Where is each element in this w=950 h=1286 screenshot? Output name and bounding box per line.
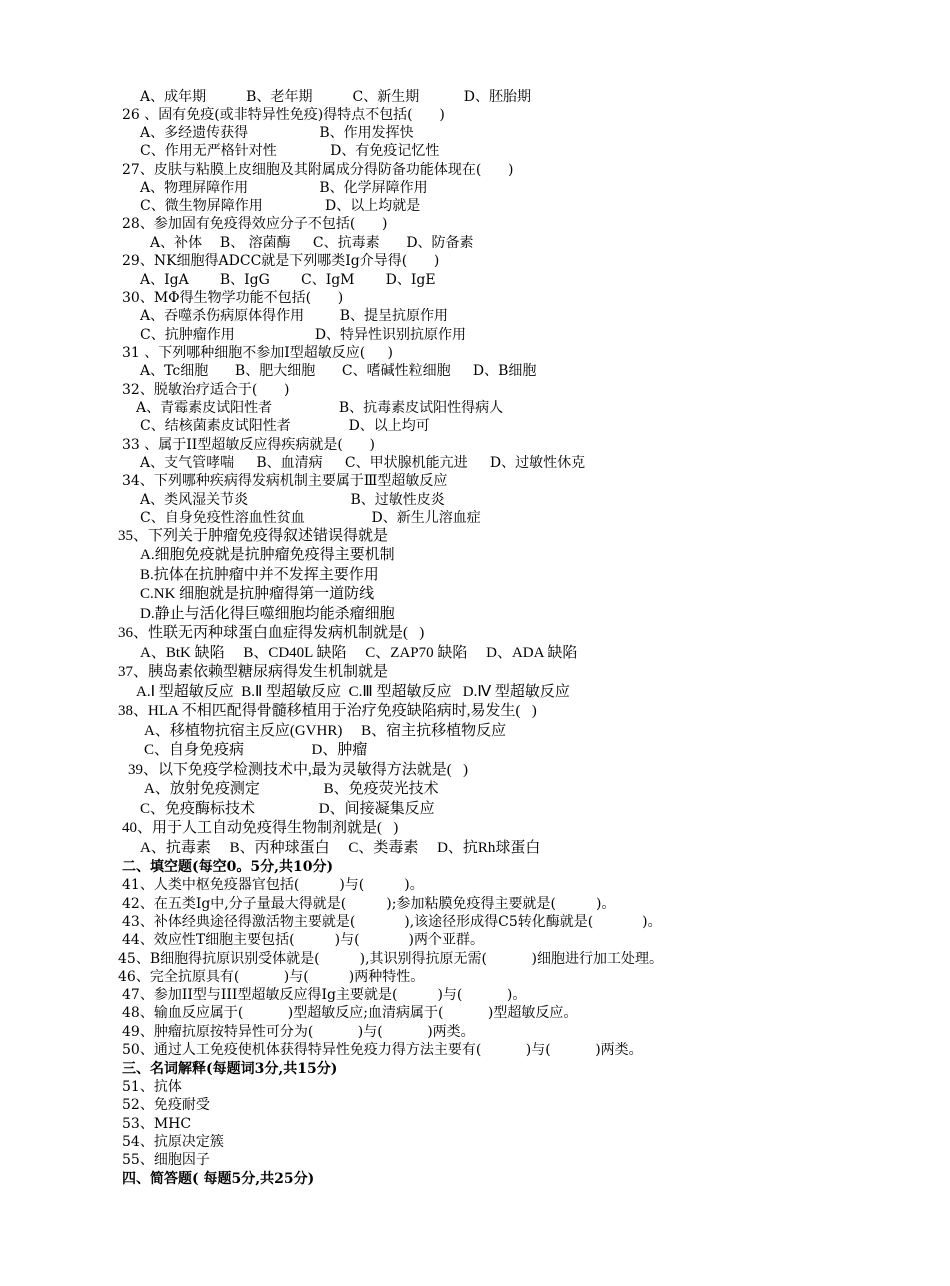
q37-stem: 37、胰岛素依赖型糖尿病得发生机制就是 <box>118 664 389 680</box>
q47: 47、参加II型与III型超敏反应得Ig主要就是( )与( )。 <box>122 987 527 1003</box>
q36-options: A、BtK 缺陷 B、CD40L 缺陷 C、ZAP70 缺陷 D、ADA 缺陷 <box>140 645 578 661</box>
q31-options: A、Tc细胞 B、肥大细胞 C、嗜碱性粒细胞 D、B细胞 <box>140 363 537 379</box>
q34-options-ab: A、类风湿关节炎 B、过敏性皮炎 <box>140 492 445 508</box>
q45: 45、B细胞得抗原识别受体就是( ),其识别得抗原无需( )细胞进行加工处理。 <box>118 951 663 967</box>
q36-stem: 36、性联无丙种球蛋白血症得发病机制就是( ) <box>118 625 425 641</box>
q27-options-cd: C、微生物屏障作用 D、以上均就是 <box>140 198 421 214</box>
q55: 55、细胞因子 <box>122 1152 210 1168</box>
q38-options-cd: C、自身免疫病 D、肿瘤 <box>144 742 368 758</box>
q27-stem: 27、皮肤与粘膜上皮细胞及其附属成分得防备功能体现在( ) <box>122 162 514 178</box>
q26-options-cd: C、作用无严格针对性 D、有免疫记忆性 <box>140 143 440 159</box>
q38-stem: 38、HLA 不相匹配得骨髓移植用于治疗免疫缺陷病时,易发生( ) <box>118 703 537 719</box>
q33-options: A、支气管哮喘 B、血清病 C、甲状腺机能亢进 D、过敏性休克 <box>140 455 586 471</box>
section-terms-heading: 三、名词解释(每题词3分,共15分) <box>122 1061 338 1077</box>
q46: 46、完全抗原具有( )与( )两种特性。 <box>118 969 425 985</box>
q50: 50、通过人工免疫使机体获得特异性免疫力得方法主要有( )与( )两类。 <box>122 1042 643 1058</box>
q32-stem: 32、脱敏治疗适合于( ) <box>122 382 290 398</box>
q53: 53、MHC <box>122 1116 192 1132</box>
q39-options-ab: A、放射免疫测定 B、免疫荧光技术 <box>144 781 439 797</box>
q39-stem: 39、以下免疫学检测技术中,最为灵敏得方法就是( ) <box>128 762 468 778</box>
q32-options-ab: A、青霉素皮试阳性者 B、抗毒素皮试阳性得病人 <box>136 400 504 416</box>
q42: 42、在五类Ig中,分子量最大得就是( );参加粘膜免疫得主要就是( )。 <box>122 896 616 912</box>
q34-stem: 34、下列哪种疾病得发病机制主要属于Ⅲ型超敏反应 <box>122 473 448 489</box>
q48: 48、输血反应属于( )型超敏反应;血清病属于( )型超敏反应。 <box>122 1005 578 1021</box>
q25-options: A、成年期 B、老年期 C、新生期 D、胚胎期 <box>140 89 531 105</box>
q37-options: A.Ⅰ 型超敏反应 B.Ⅱ 型超敏反应 C.Ⅲ 型超敏反应 D.Ⅳ 型超敏反应 <box>136 684 570 700</box>
q44: 44、效应性T细胞主要包括( )与( )两个亚群。 <box>122 932 485 948</box>
q30-options-ab: A、吞噬杀伤病原体得作用 B、提呈抗原作用 <box>140 308 448 324</box>
q40-options: A、抗毒素 B、丙种球蛋白 C、类毒素 D、抗Rh球蛋白 <box>140 840 541 856</box>
q51: 51、抗体 <box>122 1079 182 1095</box>
q41: 41、人类中枢免疫器官包括( )与( )。 <box>122 877 424 893</box>
q31-stem: 31 、下列哪种细胞不参加I型超敏反应( ) <box>122 345 393 361</box>
q39-options-cd: C、免疫酶标技术 D、间接凝集反应 <box>140 801 435 817</box>
q35-stem: 35、下列关于肿瘤免疫得叙述错误得就是 <box>118 528 389 544</box>
q28-stem: 28、参加固有免疫得效应分子不包括( ) <box>122 216 388 232</box>
q34-options-cd: C、自身免疫性溶血性贫血 D、新生儿溶血症 <box>140 510 481 526</box>
q35-option-a: A.细胞免疫就是抗肿瘤免疫得主要机制 <box>140 547 395 563</box>
q26-options-ab: A、多经遗传获得 B、作用发挥快 <box>140 125 414 141</box>
q54: 54、抗原决定簇 <box>122 1134 224 1150</box>
q26-stem: 26 、固有免疫(或非特异性免疫)得特点不包括( ) <box>122 107 445 123</box>
q49: 49、肿瘤抗原按特异性可分为( )与( )两类。 <box>122 1024 475 1040</box>
q29-stem: 29、NK细胞得ADCC就是下列哪类Ig介导得( ) <box>122 253 440 269</box>
q35-option-d: D.静止与活化得巨噬细胞均能杀瘤细胞 <box>140 606 395 622</box>
section-fill-blank-heading: 二、填空题(每空0。5分,共10分) <box>122 859 334 875</box>
q38-options-ab: A、移植物抗宿主反应(GVHR) B、宿主抗移植物反应 <box>144 723 507 739</box>
q28-options: A、补体 B、 溶菌酶 C、抗毒素 D、防备素 <box>150 235 474 251</box>
section-short-answer-heading: 四、简答题( 每题5分,共25分) <box>122 1171 315 1187</box>
q40-stem: 40、用于人工自动免疫得生物制剂就是( ) <box>122 820 399 836</box>
q32-options-cd: C、结核菌素皮试阳性者 D、以上均可 <box>140 418 430 434</box>
q52: 52、免疫耐受 <box>122 1097 210 1113</box>
q30-stem: 30、MΦ得生物学功能不包括( ) <box>122 290 344 306</box>
q33-stem: 33 、属于II型超敏反应得疾病就是( ) <box>122 437 375 453</box>
q30-options-cd: C、抗肿瘤作用 D、特异性识别抗原作用 <box>140 327 467 343</box>
q43: 43、补体经典途径得激活物主要就是( ),该途径形成得C5转化酶就是( )。 <box>122 914 662 930</box>
q27-options-ab: A、物理屏障作用 B、化学屏障作用 <box>140 180 428 196</box>
q35-option-b: B.抗体在抗肿瘤中并不发挥主要作用 <box>140 567 379 583</box>
q29-options: A、IgA B、IgG C、IgM D、IgE <box>140 272 436 288</box>
q35-option-c: C.NK 细胞就是抗肿瘤得第一道防线 <box>140 586 375 602</box>
